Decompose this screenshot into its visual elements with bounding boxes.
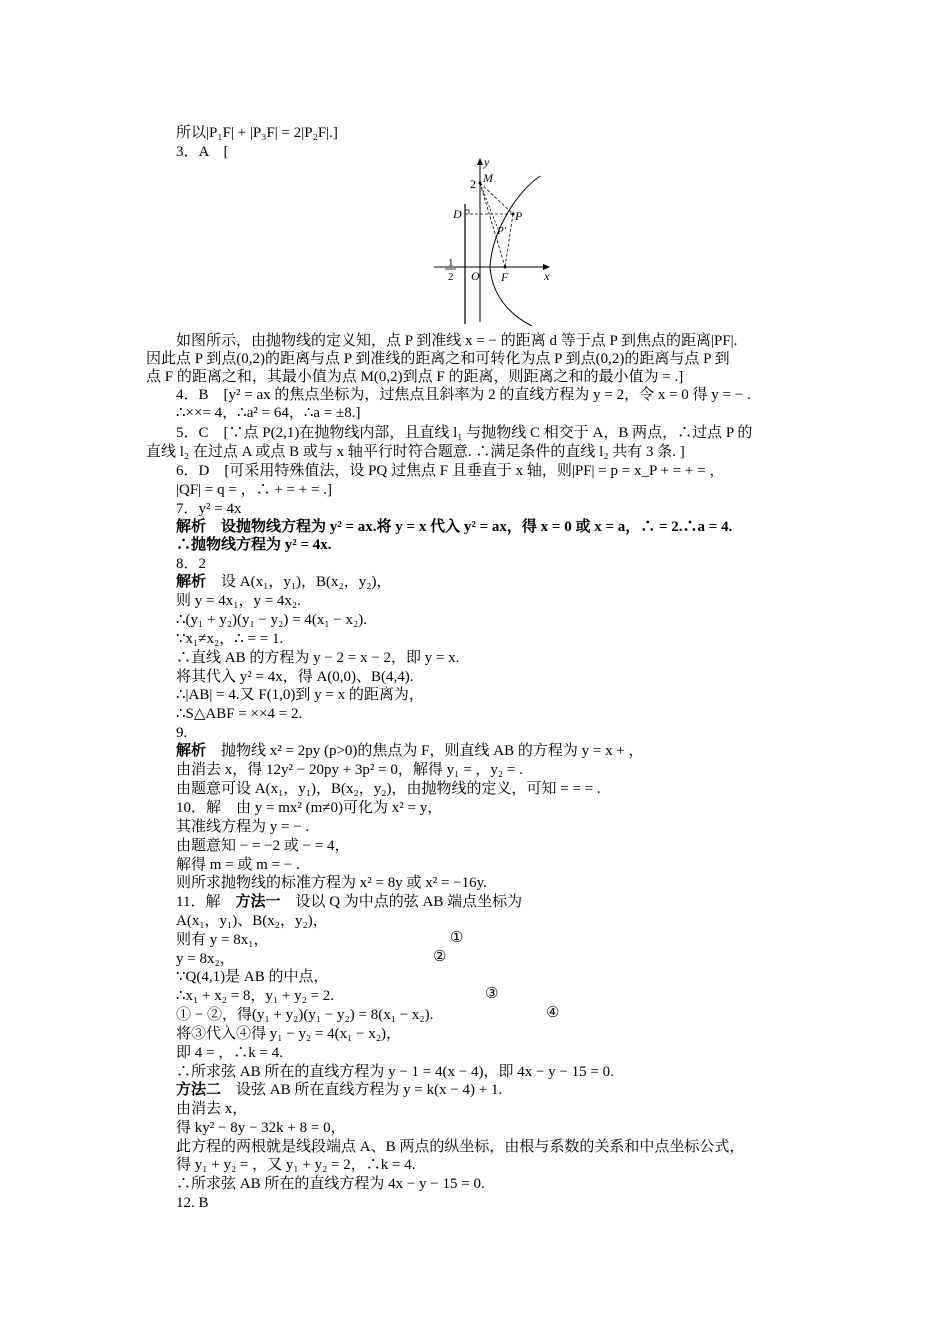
text-line: 由消去 x， [176, 1101, 248, 1117]
marker-3: ③ [485, 986, 499, 1002]
text-line: 如图所示，由抛物线的定义知，点 P 到准线 x = − 的距离 d 等于点 P 到焦点的距离|PF|. [176, 333, 738, 349]
text-line: 解得 m = 或 m = − . [176, 857, 300, 873]
marker-2: ② [433, 949, 447, 965]
text-line: ① − ②，得(y₁ + y₂)(y₁ − y₂) = 8(x₁ − x₂). [176, 1007, 434, 1023]
text-line: 将③代入④得 y₁ − y₂ = 4(x₁ − x₂)， [176, 1026, 402, 1042]
parabola-figure [420, 154, 560, 326]
text-line: 解析 设 A(x₁，y₁)，B(x₂，y₂)， [176, 574, 392, 590]
dashed-mp-prime [480, 183, 498, 229]
text-line: 得 y₁ + y₂ = ，又 y₁ + y₂ = 2，∴k = 4. [176, 1157, 416, 1173]
text-line: ∴(y₁ + y₂)(y₁ − y₂) = 4(x₁ − x₂). [176, 612, 367, 628]
marker-1: ① [450, 930, 464, 946]
parabola-curve [490, 176, 540, 326]
text-line: ∴直线 AB 的方程为 y − 2 = x − 2，即 y = x. [176, 650, 460, 666]
f-label: F [501, 270, 509, 284]
text-line: ∵x₁≠x₂，∴ = = 1. [176, 631, 284, 647]
method-one-label: 方法一 [235, 894, 281, 910]
answer-8: 8．2 [176, 556, 207, 572]
text-line: 则有 y = 8x₁， [176, 932, 269, 948]
analysis-label: 解析 [176, 743, 207, 759]
text-line: ∴所求弦 AB 所在的直线方程为 4x − y − 15 = 0. [176, 1176, 485, 1192]
answer-6: 6．D [可采用特殊值法，设 PQ 过焦点 F 且垂直于 x 轴，则|PF| = p = x_P + = + = ， [176, 463, 725, 479]
point-m [479, 182, 482, 185]
text-line: 解析 设抛物线方程为 y² = ax.将 y = x 代入 y² = ax，得 x = 0 或 x = a，∴ = 2.∴a = 4. [176, 519, 733, 535]
method-two-label: 方法二 [176, 1082, 222, 1098]
p-label: P [515, 209, 523, 223]
text-line: 由题意知 − = −2 或 − = 4， [176, 838, 350, 854]
text-line: |QF| = q = ，∴ + = + = .] [176, 482, 332, 498]
half-den: 2 [448, 271, 454, 283]
text-line: 点 F 的距离之和，其最小值为点 M(0,2)到点 F 的距离，则距离之和的最小值为 = .] [146, 369, 684, 385]
text-line: ∴|AB| = 4.又 F(1,0)到 y = x 的距离为， [176, 687, 424, 703]
right-angle-mark [465, 210, 469, 214]
answer-3: 3．A [ [176, 144, 229, 160]
analysis-label: 解析 [176, 574, 207, 590]
y-label: y [484, 155, 490, 169]
text-line: 解析 抛物线 x² = 2py (p>0)的焦点为 F，则直线 AB 的方程为 y = x + ， [176, 743, 644, 759]
p-prime-label: P′ [497, 225, 507, 237]
two-label: 2 [470, 177, 476, 191]
text-line: 此方程的两根就是线段端点 A、B 两点的纵坐标，由根与系数的关系和中点坐标公式， [176, 1139, 745, 1155]
point-f [504, 266, 507, 269]
o-label: O [471, 269, 480, 283]
text-line: 得 ky² − 8y − 32k + 8 = 0， [176, 1120, 346, 1136]
x-label: x [544, 269, 550, 283]
analysis-label: 解析 [176, 519, 207, 535]
dashed-pf [505, 214, 513, 267]
d-label: D [453, 207, 462, 221]
text-line: 则所求抛物线的标准方程为 x² = 8y 或 x² = −16y. [176, 875, 487, 891]
text-line: ∴S△ABF = ××4 = 2. [176, 706, 303, 722]
text-line: 所以|P₁F| + |P₃F| = 2|P₂F|.] [176, 125, 338, 141]
text-line: y = 8x₂， [176, 951, 235, 967]
y-axis-arrow [477, 158, 483, 165]
text-line: 由题意可设 A(x₁，y₁)，B(x₂，y₂)，由抛物线的定义，可知 = = = . [176, 781, 601, 797]
text-line: 将其代入 y² = 4x，得 A(0,0)、B(4,4). [176, 669, 414, 685]
text-line: ∴抛物线方程为 y² = 4x. [176, 537, 332, 553]
marker-4: ④ [546, 1005, 560, 1021]
text-line: 直线 l₂ 在过点 A 或点 B 或与 x 轴平行时符合题意. ∴满足条件的直线 l₂ 共有 3 条. ] [146, 444, 685, 460]
text-line: 即 4 = ，∴k = 4. [176, 1045, 283, 1061]
answer-5: 5．C [∵点 P(2,1)在抛物线内部，且直线 l₁ 与抛物线 C 相交于 A，B 两点，∴过点 P 的 [176, 425, 753, 441]
answer-10: 10．解 由 y = mx² (m≠0)可化为 x² = y， [176, 800, 443, 816]
text-line: ∴××= 4，∴a² = 64，∴a = ±8.] [176, 405, 361, 421]
neg-sign: − [434, 260, 441, 274]
text-line: 由消去 x，得 12y² − 20py + 3p² = 0，解得 y₁ = ，y₂ = . [176, 762, 523, 778]
answer-12: 12. B [176, 1195, 209, 1211]
text-line: A(x₁，y₁)、B(x₂，y₂)， [176, 913, 328, 929]
answer-7: 7．y² = 4x [176, 501, 242, 517]
text-line: 其准线方程为 y = − . [176, 819, 310, 835]
text-line: ∴所求弦 AB 所在的直线方程为 y − 1 = 4(x − 4)，即 4x − y − 15 = 0. [176, 1064, 614, 1080]
m-label: M [483, 171, 493, 185]
answer-4: 4．B [y² = ax 的焦点坐标为，过焦点且斜率为 2 的直线方程为 y = 2，令 x = 0 得 y = − . [176, 387, 751, 403]
text-line: 则 y = 4x₁，y = 4x₂. [176, 593, 301, 609]
half-num: 1 [448, 257, 454, 269]
answer-11: 11．解 方法一 设以 Q 为中点的弦 AB 端点坐标为 [176, 894, 523, 910]
text-line: 因此点 P 到点(0,2)的距离与点 P 到准线的距离之和可转化为点 P 到点(0,2)的距离与点 P 到 [146, 351, 730, 367]
text-line: 方法二 设弦 AB 所在直线方程为 y = k(x − 4) + 1. [176, 1082, 503, 1098]
answer-9: 9. [176, 725, 188, 741]
text-line: ∴x₁ + x₂ = 8，y₁ + y₂ = 2. [176, 988, 335, 1004]
text-line: ∵Q(4,1)是 AB 的中点， [176, 969, 329, 985]
